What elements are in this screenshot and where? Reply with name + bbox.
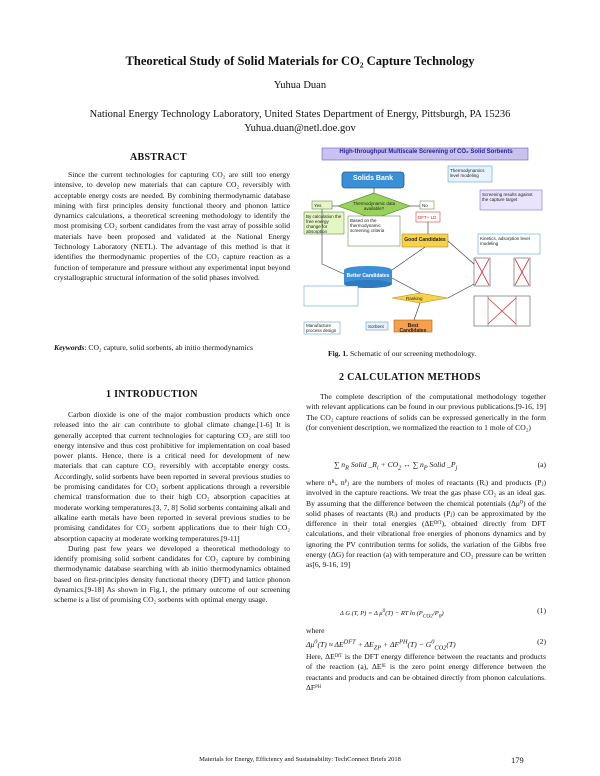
methods-heading: 2 CALCULATION METHODS xyxy=(339,372,481,383)
page-number: 179 xyxy=(511,755,524,765)
solids-bank-label: Solids Bank xyxy=(352,175,394,182)
equation-a: ∑ $n_R$ Solid $\_R_i + CO_2$ ↔ ∑ $n_P$ Solid $\_P_j$ (a) xyxy=(334,460,546,472)
where-text xyxy=(306,626,546,636)
abstract-heading: ABSTRACT xyxy=(130,152,187,163)
screening-figure xyxy=(302,146,548,342)
methods-body-2 xyxy=(306,478,546,571)
sorbent-label: Sorbent xyxy=(368,324,384,329)
note-mid-b: Kinetics, adsorption level modeling xyxy=(480,236,530,246)
equation-1: Δ G (T, P) = Δ $\mu^0(T)$ − RT $\ln (P_{CO2}/P_0)$ (1) xyxy=(340,606,546,620)
note-mid-a: Screening results against the capture target xyxy=(482,192,533,202)
abstract-body xyxy=(54,170,290,283)
thermo-db-label: Thermodynamic data available? xyxy=(352,201,396,211)
equation-2: $\Delta\mu^0(T) \approx \Delta E^{DFT} + \Delta E_{ZP} + \Delta F^{PH}(T) - G^0_{CO2}(T)$ (2) xyxy=(306,637,546,652)
dft-label: DFT+ LD xyxy=(418,215,437,220)
note-top-right: Thermodynamics level modeling xyxy=(450,168,485,178)
intro-body xyxy=(54,410,290,606)
good-candidates-label: Good Candidates xyxy=(404,237,446,243)
affiliation-block xyxy=(0,108,600,136)
figure-banner: High-throughput Multiscale Screening of CO₂ Solid Sorbents xyxy=(339,149,513,155)
keywords-label: Keywords xyxy=(54,343,85,352)
author: Yuhua Duan xyxy=(273,80,327,91)
note-left-a: By calculation the free energy change for absorption xyxy=(306,214,342,234)
intro-paragraph-2: During past few years we developed a theoretical methodology to identify promising solid sorbent candidates for CO₂ capture by combining thermodynamic database searching with ab initio thermodynamics obtained based on first-principles density functional theory (DFT) and lattice phonon dynamics.[9-18] As shown in Fig.1, the primary outcome of our screening scheme is a list of promising CO₂ sorbents with optimal energy usage. xyxy=(54,543,290,605)
keywords-text: : CO₂ capture, solid sorbents, ab initio thermodynamics xyxy=(84,343,254,352)
note-bottom: Manufacture process design xyxy=(306,323,337,333)
intro-heading: 1 INTRODUCTION xyxy=(106,389,198,400)
equation-a-label: (a) xyxy=(537,460,546,469)
methods-body-1 xyxy=(306,392,546,433)
paper-title: Theoretical Study of Solid Materials for CO₂ Capture Technology xyxy=(125,54,475,68)
keywords xyxy=(54,343,290,353)
intro-paragraph-1: Carbon dioxide is one of the major combustion products which once released into the air can contribute to global climate change.[1-6] It is generally accepted that current technologies for capturing CO₂ are still too energy intensive and thus cost prohibitive for implementation on coal based power plants. Hence, there is a critical need for development of new materials that can capture CO₂ reversibly with acceptable energy costs. Accordingly, solid sorbents have been reported in several previous studies to be promising candidates for CO₂ sorbent applications through a reversible chemical transformation due to their high CO₂ absorption capacities at moderate working temperatures.[3, 7, 8] Solid sorbents containing alkali and alkaline earth metals have been reported in several previous studies to be promising candidates for CO₂ sorbent applications due to their high CO₂ absorption capacity at moderate working temperatures.[9-11] xyxy=(54,410,290,543)
methods-paragraph-2: where nᴿᵢ, nᴾⱼ are the numbers of moles of reactants (Rᵢ) and products (Pⱼ) involved in the capture reactions. We treat the gas phase CO₂ as an ideal gas. By assuming that the difference between the chemical potentials (Δμ⁰) of the solid phases of reactants (Rᵢ) and products (Pⱼ) can be approximated by the difference in their total energies (ΔEᴰᶠᵀ), obtained directly from DFT calculations, and their vibrational free energies of phonons dynamics and by ignoring the PV contribution terms for solids, the variation of the Gibbs free energy (ΔG) for reaction (a) with temperature and CO₂ pressure can be written as[6, 9-16, 19] xyxy=(306,478,546,570)
figure-caption-text: Schematic of our screening methodology. xyxy=(348,349,477,358)
methods-paragraph-3: Here, ΔEᴰᶠᵀ is the DFT energy difference between the reactants and products of the reaction (a), ΔEᶠᴱ is the zero point energy difference between the reactants and products and can be obtained directly from phonon calculations. ΔFᴾᴴ xyxy=(306,652,546,692)
where-label: where xyxy=(306,626,325,635)
figure-caption xyxy=(328,349,476,358)
figure-caption-label: Fig. 1. xyxy=(328,349,349,358)
note-left-b: Based on the thermodynamic screening criteria xyxy=(350,218,385,233)
equation-2-label: (2) xyxy=(537,637,546,646)
abstract-text: Since the current technologies for capturing CO₂ are still too energy intensive, to develop new materials that can capture CO₂ reversibly with acceptable energy costs are needed. By combining thermodynamic database mining with first principles density functional theory and phonon lattice dynamics calculations, a theoretical screening methodology to identify the most promising CO₂ sorbent candidates from the vast array of possible solid materials have been proposed and validated at the National Energy Technology Laboratory (NETL). The advantage of this method is that it identifies the thermodynamic properties of the CO₂ capture reaction as a function of temperature and pressure without any experimental input beyond crystallographic structural information of the solid phases involved. xyxy=(54,170,290,282)
page-footer: Materials for Energy, Efficiency and Sustainability: TechConnect Briefs 2018 xyxy=(199,756,401,763)
methods-paragraph-1: The complete description of the computational methodology together with relevant applications can be found in our previous publications.[9-16, 19] The CO₂ capture reactions of solids can be expressed generically in the form (for convenient description, we normalized the reaction to 1 mole of CO₂) xyxy=(306,392,546,432)
best-candidates-label: Best Candidates xyxy=(399,323,427,334)
email: Yuhua.duan@netl.doe.gov xyxy=(244,123,356,134)
yes-label: Yes xyxy=(314,203,322,208)
better-candidates-label: Better Candidates xyxy=(346,273,390,279)
no-label: No xyxy=(422,203,428,208)
methods-body-3 xyxy=(306,652,546,693)
equation-1-label: (1) xyxy=(537,606,546,615)
affiliation: National Energy Technology Laboratory, United States Department of Energy, Pittsburgh, PA 15236 xyxy=(89,109,511,120)
ranking-label: Ranking xyxy=(406,296,423,301)
